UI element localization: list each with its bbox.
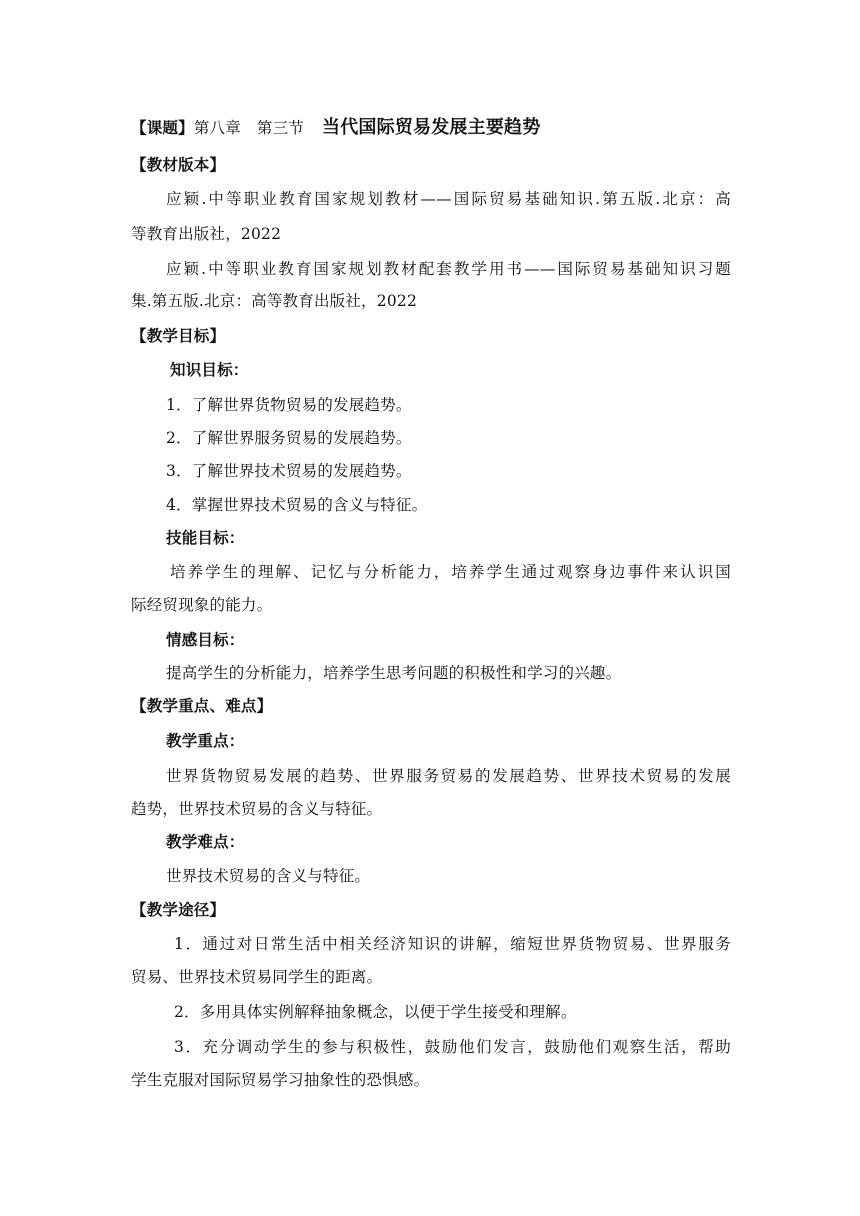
difficulty-heading: 教学难点：: [166, 833, 245, 851]
textbook-ref2-line1: 应颖.中等职业教育国家规划教材配套教学用书——国际贸易基础知识习题: [166, 260, 731, 278]
knowledge-item-4: 4．掌握世界技术贸易的含义与特征。: [166, 496, 428, 514]
focus-heading: 教学重点：: [166, 732, 245, 750]
approach-item2: 2．多用具体实例解释抽象概念，以便于学生接受和理解。: [174, 1003, 577, 1021]
textbook-ref1-line2: 等教育出版社，2022: [131, 225, 282, 243]
title-label: 【课题】: [131, 119, 194, 137]
textbook-heading: 【教材版本】: [131, 156, 226, 174]
skill-line-1: 培养学生的理解、记忆与分析能力，培养学生通过观察身边事件来认识国: [170, 563, 731, 581]
approach-item1-line2: 贸易、世界技术贸易同学生的距离。: [131, 968, 383, 986]
focus-line-2: 趋势，世界技术贸易的含义与特征。: [131, 800, 383, 818]
knowledge-heading: 知识目标：: [170, 361, 249, 379]
focus-line-1: 世界货物贸易发展的趋势、世界服务贸易的发展趋势、世界技术贸易的发展: [166, 767, 731, 785]
title-main: 当代国际贸易发展主要趋势: [322, 117, 541, 138]
skill-line-2: 际经贸现象的能力。: [131, 596, 273, 614]
objectives-heading: 【教学目标】: [131, 327, 226, 345]
knowledge-item-2: 2．了解世界服务贸易的发展趋势。: [166, 429, 412, 447]
lesson-title: [131, 111, 731, 145]
emotion-heading: 情感目标：: [166, 631, 245, 649]
title-section: 第三节: [256, 119, 305, 137]
emotion-text: 提高学生的分析能力，培养学生思考问题的积极性和学习的兴趣。: [166, 664, 622, 682]
textbook-ref2-line2: 集.第五版.北京：高等教育出版社，2022: [131, 292, 418, 310]
approach-item3-line2: 学生克服对国际贸易学习抽象性的恐惧感。: [131, 1071, 430, 1089]
knowledge-item-3: 3．了解世界技术贸易的发展趋势。: [166, 462, 412, 480]
difficulty-text: 世界技术贸易的含义与特征。: [166, 867, 371, 885]
knowledge-item-1: 1．了解世界货物贸易的发展趋势。: [166, 396, 412, 414]
keypoints-heading: 【教学重点、难点】: [131, 697, 273, 715]
textbook-ref1-line1: 应颖.中等职业教育国家规划教材——国际贸易基础知识.第五版.北京：高: [166, 190, 731, 208]
title-chapter: 第八章: [193, 119, 241, 137]
skill-heading: 技能目标：: [166, 529, 245, 547]
approach-item3-line1: 3．充分调动学生的参与积极性，鼓励他们发言，鼓励他们观察生活，帮助: [174, 1038, 731, 1056]
approach-item1-line1: 1．通过对日常生活中相关经济知识的讲解，缩短世界货物贸易、世界服务: [174, 935, 731, 953]
approach-heading: 【教学途径】: [131, 901, 226, 919]
